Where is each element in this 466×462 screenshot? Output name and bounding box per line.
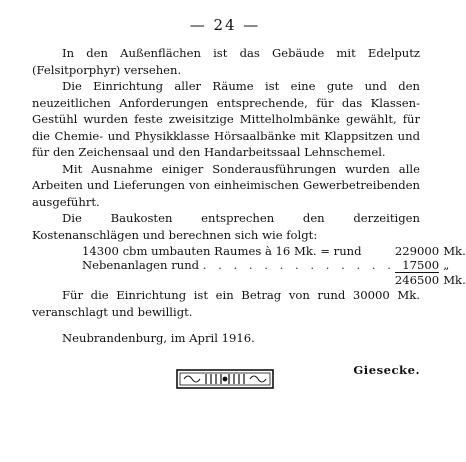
cost-row: [82, 258, 466, 273]
decorative-ornament-icon: [176, 367, 274, 391]
signer-name: Giesecke.: [353, 363, 420, 377]
cost-label-cell: [82, 258, 395, 273]
cost-table: [82, 244, 466, 287]
page-number: — 24 —: [189, 16, 261, 34]
body-text: [32, 45, 466, 377]
cost-label: 14300 cbm umbauten Raumes à 16 Mk. = rund: [82, 244, 362, 258]
paragraph-contractors: Mit Ausnahme einiger Sonderausführungen wurden alle Arbeiten und Lieferungen von einheimischen Gewerbetreibenden ausgeführt.: [32, 161, 420, 209]
cost-row: [82, 244, 466, 258]
paragraph-costs-intro: Die Baukosten entsprechen den derzeitigen Kostenanschlägen und berechnen sich wie folgt:: [32, 211, 420, 242]
cost-total-unit: Mk.: [443, 272, 466, 287]
paragraph-facade: In den Außenflächen ist das Gebäude mit Edelputz (Felsitporphyr) versehen.: [32, 46, 420, 77]
place-date: Neubrandenburg, im April 1916.: [62, 331, 255, 345]
cost-total-row: [82, 273, 466, 288]
paragraph-furnishing: Die Einrichtung aller Räume ist eine gute und den neuzeitlichen Anforderungen entsprechende, für das Klassen-Gestühl wurden feste zweisitzige Mittelholmbänke gewählt, für die Chemie- und Physikklasse Hörsaalbänke mit Klappsitzen und für den Zeichensaal und den Handarbeitssaal Lehnschemel.: [32, 79, 420, 159]
cost-unit: Mk.: [443, 244, 466, 258]
cost-label: Nebenanlagen rund: [82, 258, 200, 273]
cost-unit: „: [443, 258, 450, 273]
cost-total-amount: 246500: [394, 273, 440, 287]
cost-amount: 17500: [402, 258, 440, 272]
paragraph-equipment-budget: Für die Einrichtung ist ein Betrag von rund 30000 Mk. veranschlagt und bewilligt.: [32, 288, 420, 319]
signature-block: [32, 320, 420, 377]
dot-leader: . . . . . . . . . . . . .: [202, 258, 395, 273]
cost-amount: 229000: [394, 244, 440, 258]
